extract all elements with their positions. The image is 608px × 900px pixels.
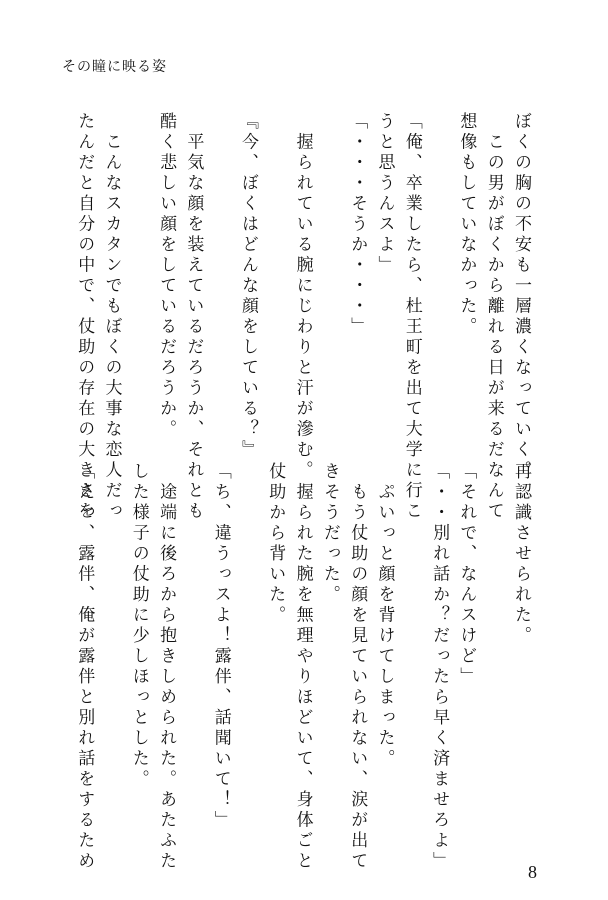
- text-column: もう仗助の顔を見ていられない、涙が出て: [347, 462, 368, 872]
- text-column: 仗助から背いた。: [265, 462, 286, 626]
- text-column: 想像もしていなかった。: [456, 112, 477, 338]
- text-column: 途端に後ろから抱きしめられた。あたふた: [156, 462, 177, 872]
- text-column: うと思うんスよ」: [374, 112, 395, 276]
- text-column: ぷいっと顔を背けてしまった。: [374, 462, 395, 770]
- page-number: 8: [528, 862, 537, 882]
- text-column: ぼくの胸の不安も一層濃くなっていく。: [511, 112, 531, 481]
- text-column: 「俺、卒業したら、杜王町を出て大学に行こ: [401, 112, 422, 522]
- text-column: 酷く悲しい顔をしているだろうか。: [156, 112, 177, 440]
- text-column: 「それで、なんスけど」: [456, 462, 477, 688]
- text-column: 「ち、違うっスよ！露伴、話聞いて！」: [210, 462, 231, 831]
- text-column: 「・・別れ話か？だったら早く済ませろよ」: [429, 462, 450, 872]
- text-column: 握られている腕にじわりと汗が滲む。: [292, 112, 313, 481]
- text-column: きそうだった。: [319, 462, 340, 606]
- text-column: した様子の仗助に少しほっとした。: [128, 462, 149, 790]
- text-column: 『今、ぼくはどんな顔をしている？』: [238, 112, 258, 461]
- text-column: 握られた腕を無理やりほどいて、身体ごと: [292, 462, 313, 872]
- chapter-title: その瞳に映る姿: [62, 59, 167, 75]
- text-column: 「・・・そうか・・・」: [347, 112, 368, 338]
- text-column: こんなスカタンでもぼくの大事な恋人だっ: [101, 112, 122, 522]
- text-column: 再認識させられた。: [511, 462, 531, 647]
- text-column: 「えっ、露伴、俺が露伴と別れ話をするため: [74, 462, 95, 872]
- text-column: たんだと自分の中で、仗助の存在の大きさを: [74, 112, 95, 522]
- text-column: 平気な顔を装えているだろうか、それとも: [183, 112, 204, 522]
- text-column: この男がぼくから離れる日が来るだなんて: [483, 112, 504, 522]
